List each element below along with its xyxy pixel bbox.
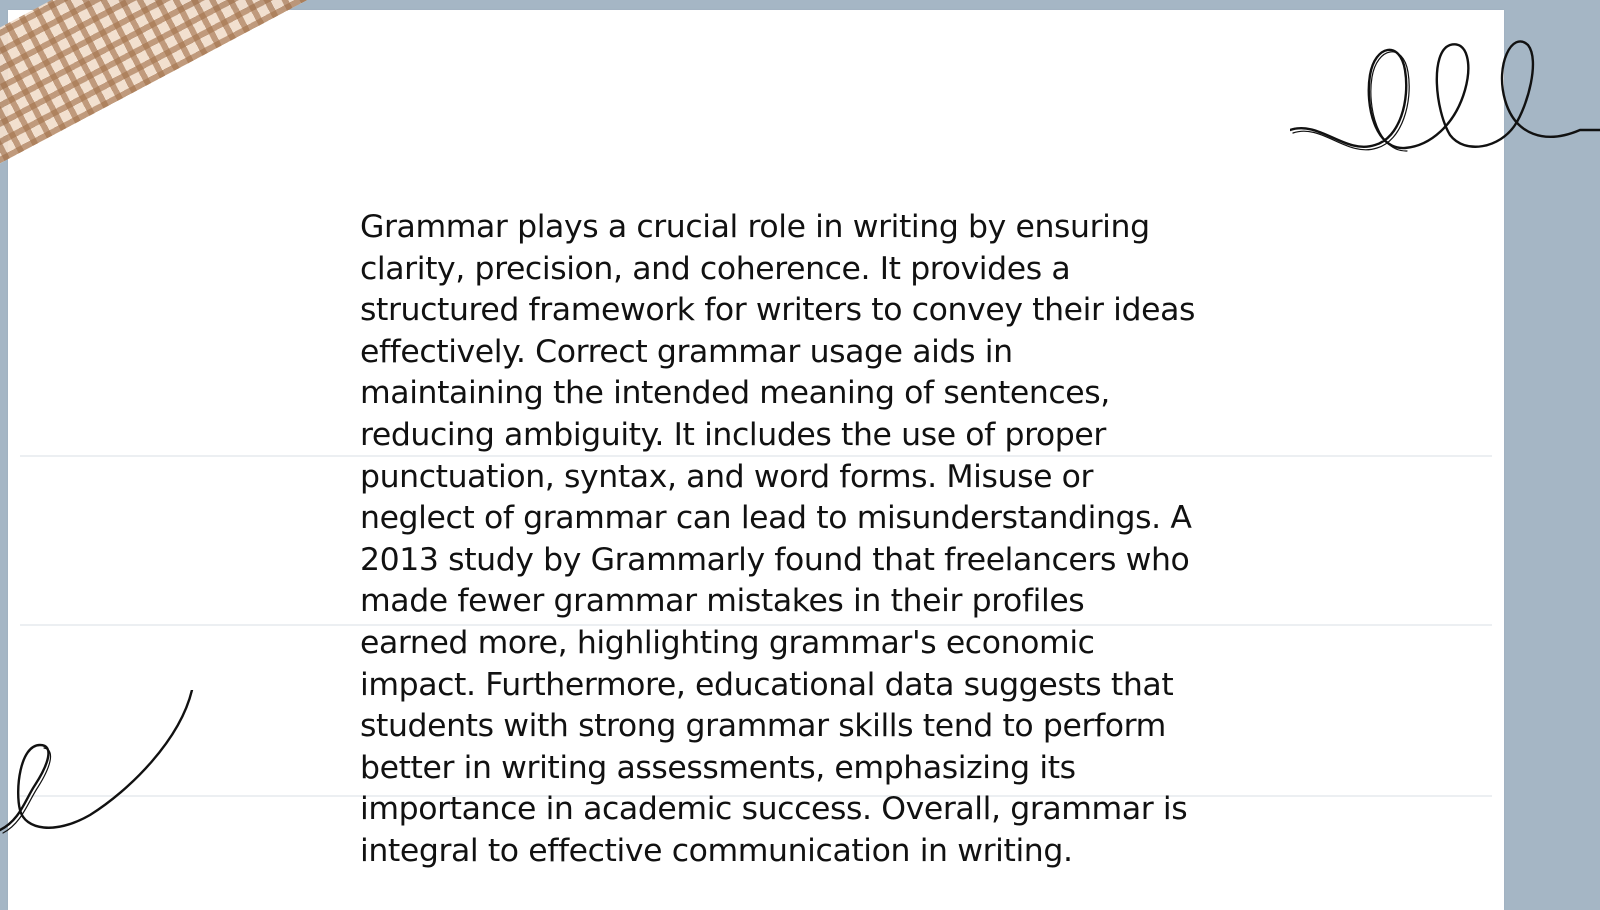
body-paragraph: Grammar plays a crucial role in writing by ensuring clarity, precision, and coherence. It provides a structured framework for writers to convey their ideas effectively. Correct grammar usage aids in maintaining the intended meaning of sentences, reducing ambiguity. It includes the use of proper punctuation, syntax, and word forms. Misuse or neglect of grammar can lead to misunderstandings. A 2013 study by Grammarly found that freelancers who made fewer grammar mistakes in their profiles earned more, highlighting grammar's economic impact. Furthermore, educational data suggests that students with strong grammar skills tend to perform better in writing assessments, emphasizing its importance in academic success. Overall, grammar is integral to effective communication in writing. — [360, 209, 1196, 869]
loop-doodle-icon — [1290, 30, 1600, 165]
swirl-doodle-icon — [0, 690, 200, 850]
